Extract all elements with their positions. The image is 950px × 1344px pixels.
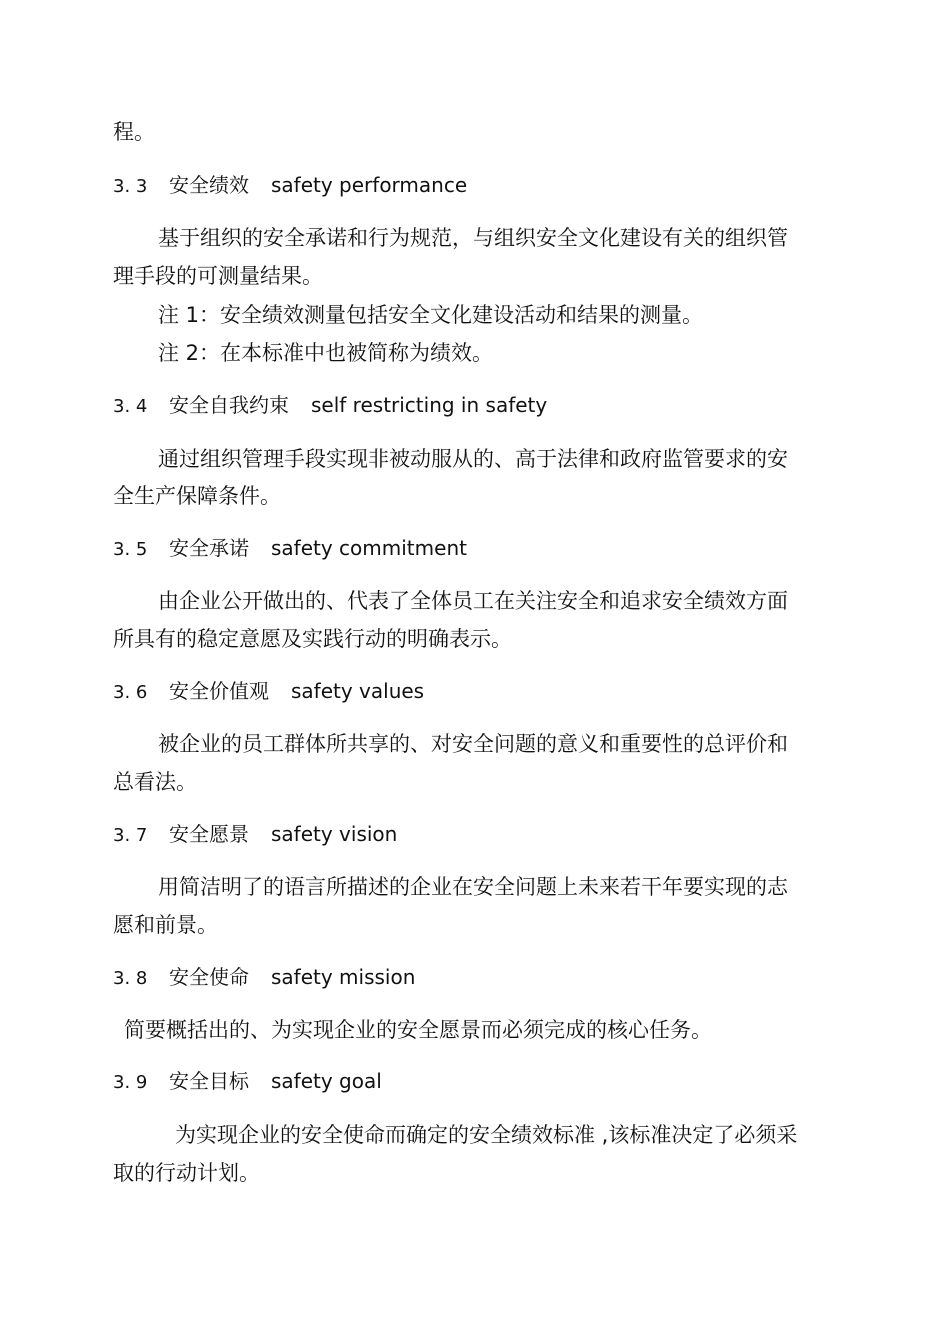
term-zh: 安全使命 <box>169 965 249 989</box>
definition-line: 为实现企业的安全使命而确定的安全绩效标准 ,该标准决定了必须采 <box>175 1123 798 1147</box>
definition-line: 所具有的稳定意愿及实践行动的明确表示。 <box>113 627 512 651</box>
term-en: safety performance <box>271 173 468 197</box>
term-heading-3-6 <box>113 677 424 705</box>
definition-line: 理手段的可测量结果。 <box>113 264 323 288</box>
term-en: safety goal <box>271 1069 382 1093</box>
term-heading-3-3 <box>113 171 467 199</box>
term-zh: 安全自我约束 <box>169 393 289 417</box>
term-zh: 安全价值观 <box>169 679 269 703</box>
definition-line: 由企业公开做出的、代表了全体员工在关注安全和追求安全绩效方面 <box>158 589 788 613</box>
term-en: safety mission <box>271 965 416 989</box>
definition-line: 总看法。 <box>113 770 197 794</box>
term-zh: 安全承诺 <box>169 536 249 560</box>
term-heading-3-9 <box>113 1067 382 1095</box>
term-number: 3. 7 <box>113 825 148 846</box>
term-number: 3. 3 <box>113 176 148 197</box>
definition-line: 基于组织的安全承诺和行为规范，与组织安全文化建设有关的组织管 <box>158 226 788 250</box>
term-zh: 安全愿景 <box>169 822 249 846</box>
term-en: safety commitment <box>271 536 467 560</box>
term-heading-3-7 <box>113 820 397 848</box>
term-heading-3-4 <box>113 391 547 419</box>
term-number: 3. 6 <box>113 682 148 703</box>
term-en: safety vision <box>271 822 398 846</box>
note-line: 注 2：在本标准中也被简称为绩效。 <box>158 341 494 365</box>
definition-line: 取的行动计划。 <box>113 1161 260 1185</box>
term-heading-3-8 <box>113 963 415 991</box>
term-en: safety values <box>291 679 425 703</box>
definition-line: 简要概括出的、为实现企业的安全愿景而必须完成的核心任务。 <box>124 1018 712 1042</box>
term-number: 3. 4 <box>113 396 148 417</box>
term-zh: 安全目标 <box>169 1069 249 1093</box>
term-zh: 安全绩效 <box>169 173 249 197</box>
term-number: 3. 5 <box>113 539 148 560</box>
term-heading-3-5 <box>113 534 467 562</box>
definition-line: 用简洁明了的语言所描述的企业在安全问题上未来若干年要实现的志 <box>158 875 788 899</box>
note-line: 注 1：安全绩效测量包括安全文化建设活动和结果的测量。 <box>158 303 704 327</box>
term-number: 3. 9 <box>113 1072 148 1093</box>
intro-tail-text: 程。 <box>113 120 155 144</box>
term-number: 3. 8 <box>113 968 148 989</box>
term-en: self restricting in safety <box>311 393 548 417</box>
definition-line: 全生产保障条件。 <box>113 484 281 508</box>
definition-line: 被企业的员工群体所共享的、对安全问题的意义和重要性的总评价和 <box>158 732 788 756</box>
definition-line: 通过组织管理手段实现非被动服从的、高于法律和政府监管要求的安 <box>158 447 788 471</box>
definition-line: 愿和前景。 <box>113 913 218 937</box>
